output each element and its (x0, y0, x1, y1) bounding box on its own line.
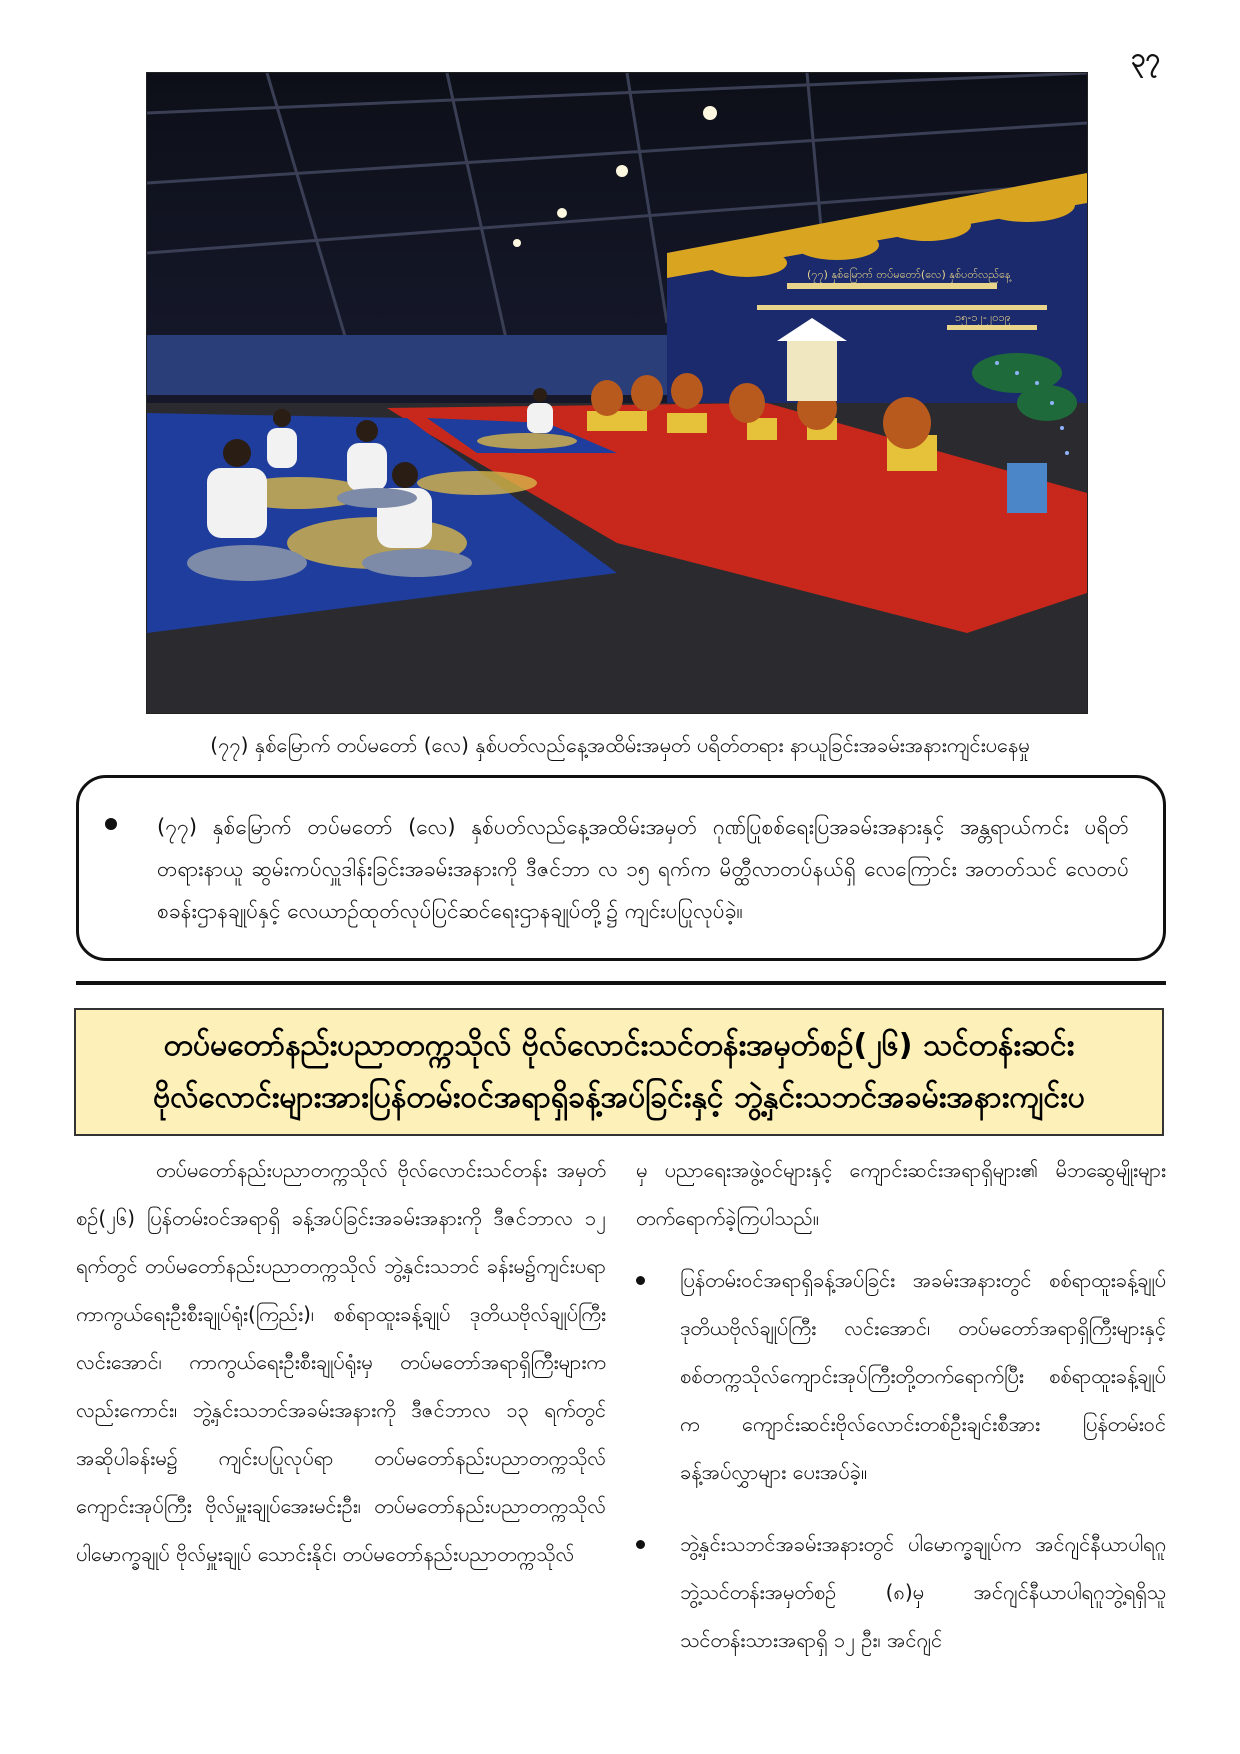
bullet-icon (636, 1276, 645, 1285)
photo-caption: (၇၇) နှစ်မြောက် တပ်မတော် (လေ) နှစ်ပတ်လည်နေ့အထိမ်းအမှတ် ပရိတ်တရား နာယူခြင်းအခမ်းအနားကျင်းပနေမှု (210, 733, 1030, 757)
section-divider (76, 981, 1166, 985)
ceremony-photo (146, 72, 1088, 714)
list-item (636, 1520, 1166, 1664)
bullet-icon (636, 1540, 645, 1549)
list-item-text: ဘွဲ့နှင်းသဘင်အခမ်းအနားတွင် ပါမောက္ခချုပ်က အင်ဂျင်နီယာပါရဂူဘွဲ့သင်တန်းအမှတ်စဉ် (၈)မှ အင်ဂျင်နီယာပါရဂူဘွဲ့ရရှိသူ သင်တန်းသားအရာရှိ ၁၂ ဦး၊ အင်ဂျင် (680, 1532, 1166, 1652)
banner-title: (၇၇) နှစ်မြောက် တပ်မတော်(လေ) နှစ်ပတ်လည်နေ့ (807, 268, 1011, 281)
article-paragraph-continued: မှ ပညာရေးအဖွဲ့ဝင်များနှင့် ကျောင်းဆင်းအရာရှိများ၏ မိဘဆွေမျိုးများ တက်ရောက်ခဲ့ကြပါသည်။ (636, 1158, 1166, 1230)
highlight-note-text: (၇၇) နှစ်မြောက် တပ်မတော် (လေ) နှစ်ပတ်လည်နေ့အထိမ်းအမှတ် ဂုဏ်ပြုစစ်ရေးပြအခမ်းအနားနှင့် အန္တရာယ်ကင်း ပရိတ်တရားနာယူ ဆွမ်းကပ်လှူဒါန်းခြင်းအခမ်းအနားကို ဒီဇင်ဘာ လ ၁၅ ရက်က မိတ္ထီလာတပ်နယ်ရှိ လေကြောင်း အတတ်သင် လေတပ်စခန်းဌာနချုပ်နှင့် လေယာဉ်ထုတ်လုပ်ပြင်ဆင်ရေးဌာနချုပ်တို့၌ ကျင်းပပြုလုပ်ခဲ့။ (157, 815, 1129, 923)
banner-date: ၁၅-၁၂-၂၀၁၉ (955, 311, 1011, 324)
highlight-note-box (76, 775, 1166, 961)
article-bullet-list (636, 1256, 1166, 1664)
page-number: ၃၇ (1130, 43, 1160, 73)
article-headline: တပ်မတော်နည်းပညာတက္ကသိုလ် ဗိုလ်လောင်းသင်တန်းအမှတ်စဉ်(၂၆) သင်တန်းဆင်း ဗိုလ်လောင်းများအားပြန်တမ်းဝင်အရာရှိခန့်အပ်ခြင်းနှင့် ဘွဲ့နှင်းသဘင်အခမ်းအနားကျင်းပ (153, 1028, 1085, 1115)
list-item-text: ပြန်တမ်းဝင်အရာရှိခန့်အပ်ခြင်း အခမ်းအနားတွင် စစ်ရာထူးခန့်ချုပ် ဒုတိယဗိုလ်ချုပ်ကြီး လင်းအောင်၊ တပ်မတော်အရာရှိကြီးများနှင့် စစ်တက္ကသိုလ်ကျောင်းအုပ်ကြီးတို့တက်ရောက်ပြီး စစ်ရာထူးခန့်ချုပ်က ကျောင်းဆင်းဗိုလ်လောင်းတစ်ဦးချင်းစီအား ပြန်တမ်းဝင်ခန့်အပ်လွှာများ ပေးအပ်ခဲ့။ (680, 1268, 1166, 1484)
article-paragraph: တပ်မတော်နည်းပညာတက္ကသိုလ် ဗိုလ်လောင်းသင်တန်း အမှတ်စဉ်(၂၆) ပြန်တမ်းဝင်အရာရှိ ခန့်အပ်ခြင်းအခမ်းအနားကို ဒီဇင်ဘာလ ၁၂ ရက်တွင် တပ်မတော်နည်းပညာတက္ကသိုလ် ဘွဲ့နှင်းသဘင် ခန်းမ၌ကျင်းပရာ ကာကွယ်ရေးဦးစီးချုပ်ရုံး(ကြည်း)၊ စစ်ရာထူးခန့်ချုပ် ဒုတိယဗိုလ်ချုပ်ကြီး လင်းအောင်၊ ကာကွယ်ရေးဦးစီးချုပ်ရုံးမှ တပ်မတော်အရာရှိကြီးများက လည်းကောင်း၊ ဘွဲ့နှင်းသဘင်အခမ်းအနားကို ဒီဇင်ဘာလ ၁၃ ရက်တွင် အဆိုပါခန်းမ၌ ကျင်းပပြုလုပ်ရာ တပ်မတော်နည်းပညာတက္ကသိုလ် ကျောင်းအုပ်ကြီး ဗိုလ်မှူးချုပ်အေးမင်းဦး၊ တပ်မတော်နည်းပညာတက္ကသိုလ်ပါမောက္ခချုပ် ဗိုလ်မှူးချုပ် သောင်းနိုင်၊ တပ်မတော်နည်းပညာတက္ကသိုလ် (76, 1158, 606, 1566)
article-right-column (636, 1146, 1166, 1688)
article-left-column (76, 1146, 606, 1578)
article-headline-box (74, 1008, 1164, 1136)
bullet-icon (105, 818, 117, 830)
list-item (636, 1256, 1166, 1496)
